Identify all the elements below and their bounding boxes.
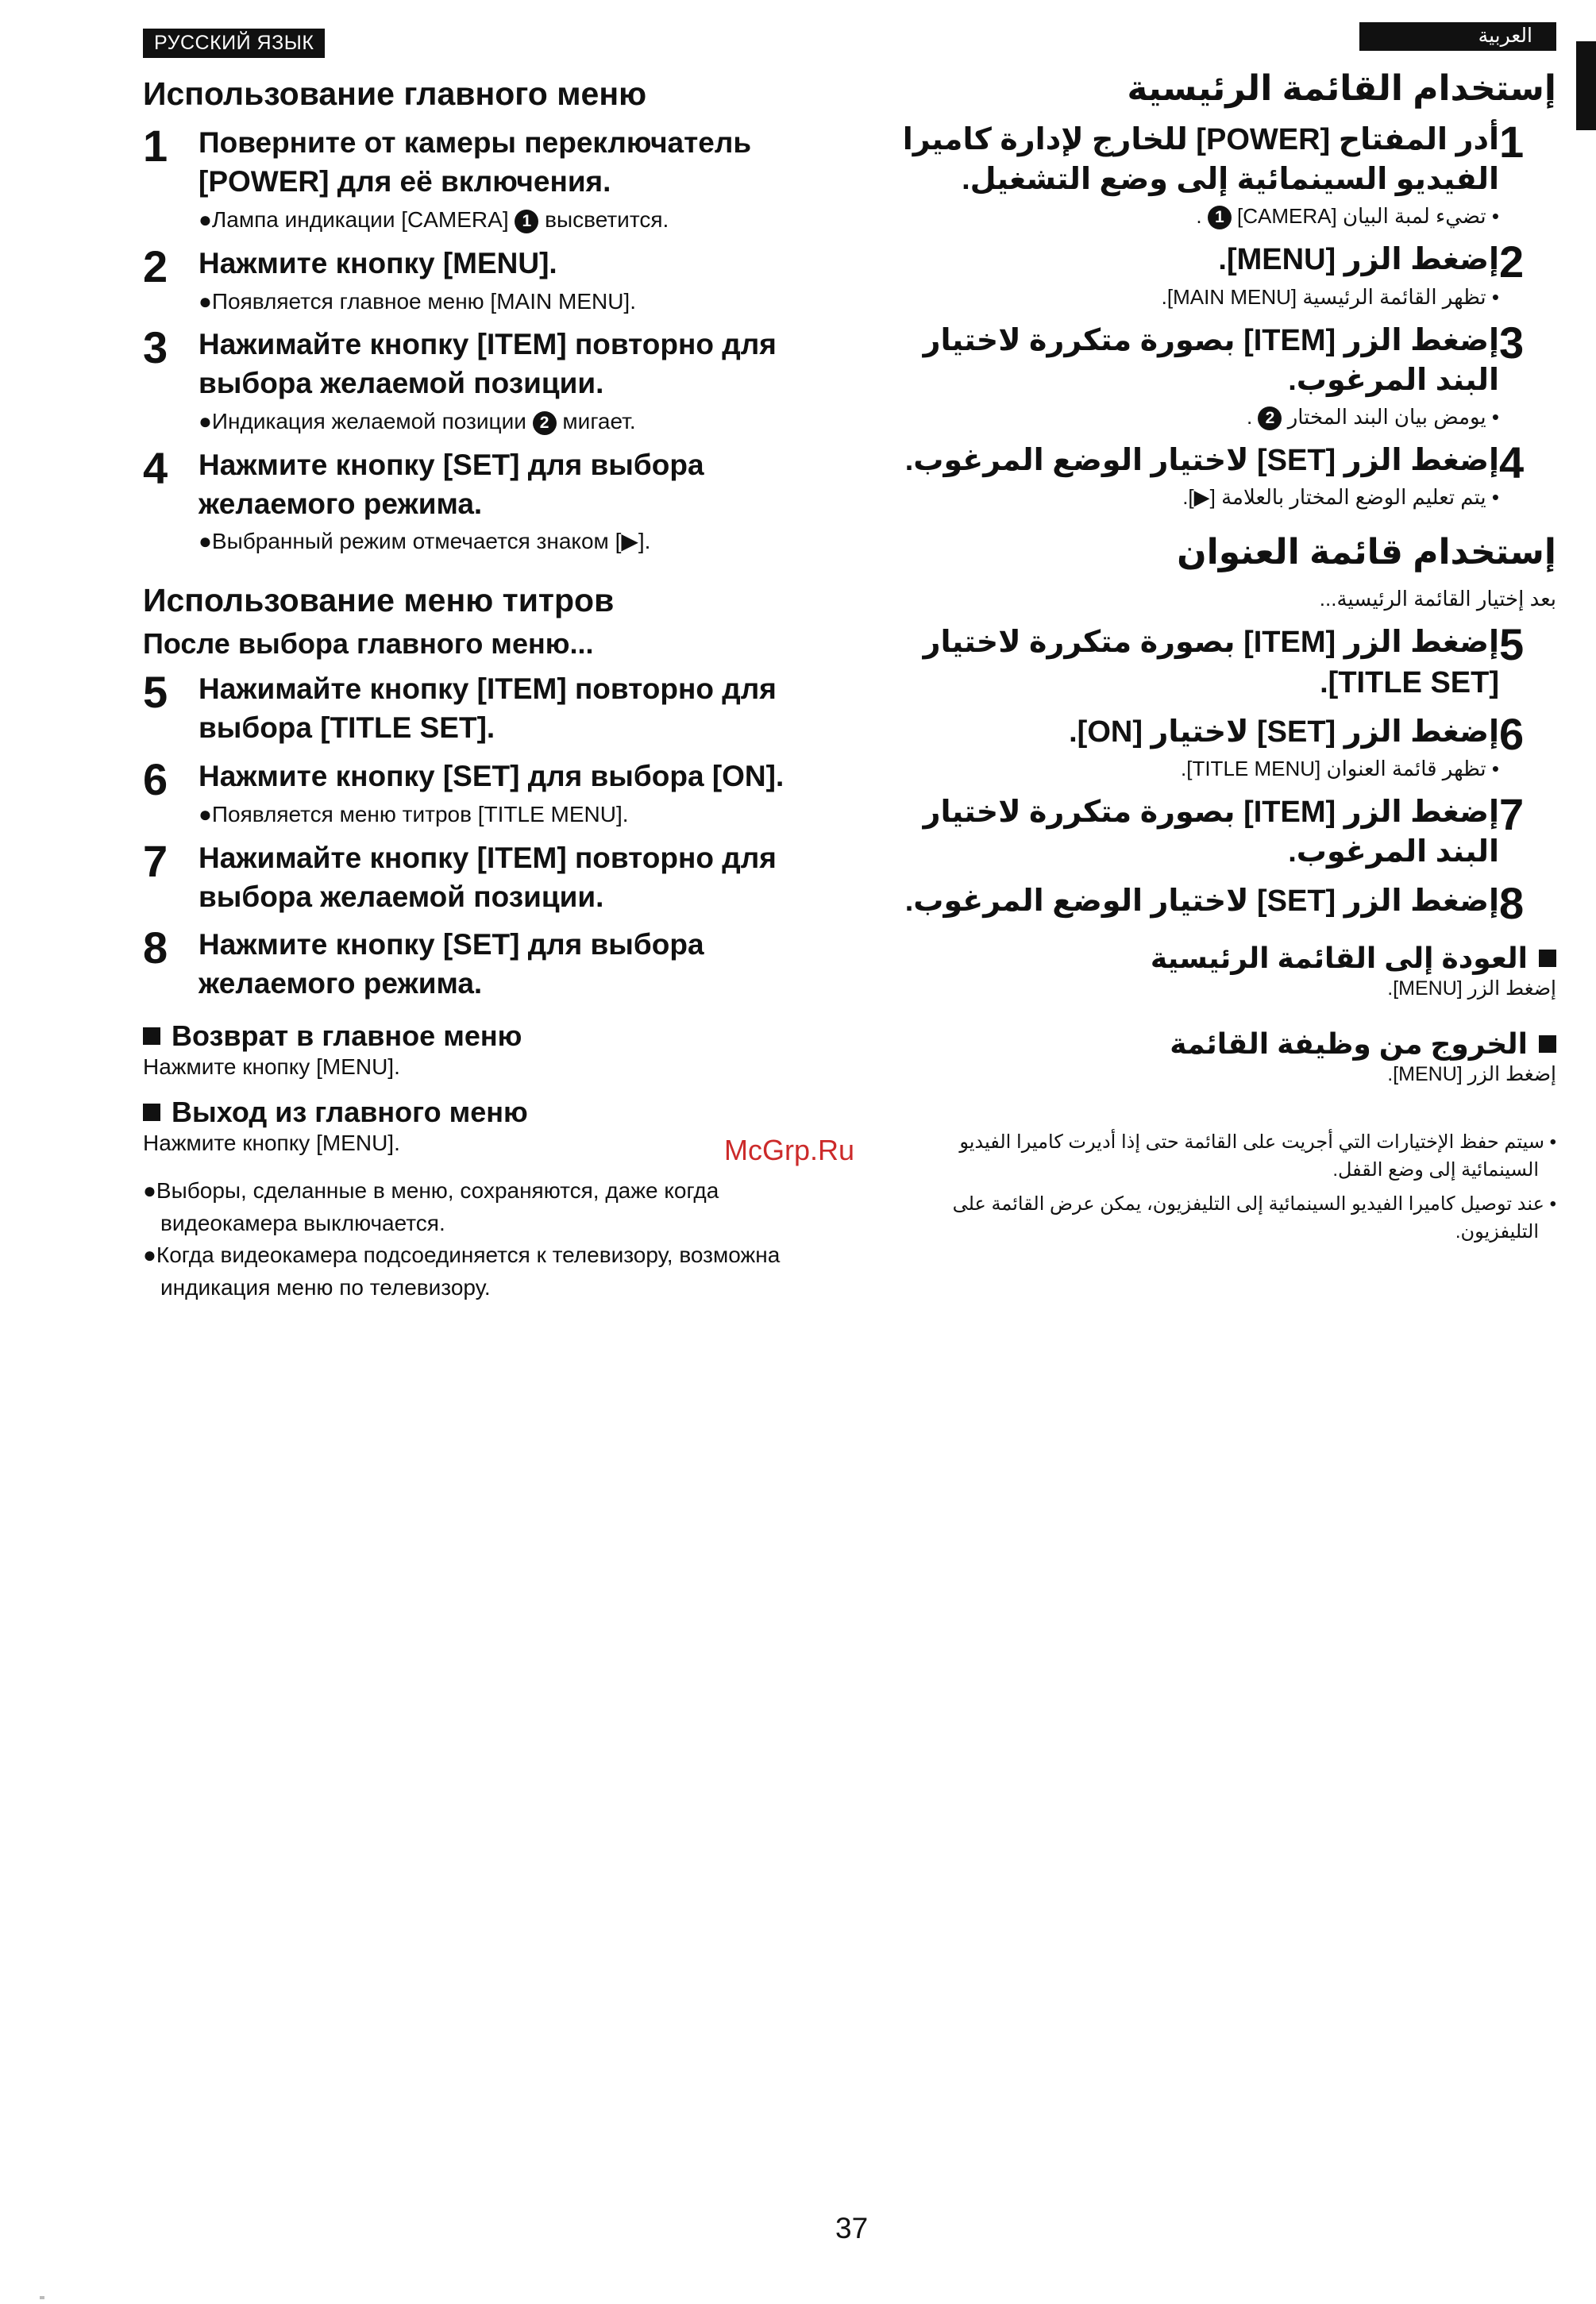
step-8: [143, 923, 826, 1004]
step-number: 5: [143, 667, 168, 718]
step-number: 3: [143, 322, 168, 373]
step-text: Нажимайте кнопку [ITEM] повторно для выбора [TITLE SET].: [199, 672, 777, 745]
step-1: [143, 121, 826, 234]
return-heading-ar: العودة إلى القائمة الرئيسية: [897, 942, 1556, 975]
section-title-title-menu-ar: إستخدام قائمة العنوان: [1177, 533, 1556, 572]
note-bullet: ●Выборы, сделанные в меню, сохраняются, даже когда видеокамера выключается.: [143, 1178, 719, 1235]
step-number: 2: [1499, 237, 1525, 287]
step-number: 8: [1499, 878, 1525, 929]
scan-artifact: [40, 2296, 44, 2299]
step-6-ar: [897, 708, 1556, 783]
step-4: [143, 442, 826, 557]
step-number: 4: [143, 442, 168, 493]
step-2-ar: [897, 237, 1556, 310]
page-edge-tab: [1576, 41, 1596, 130]
step-note: • تظهر قائمة العنوان [TITLE MENU].: [1181, 756, 1499, 780]
arabic-column: [897, 22, 1556, 1246]
section-subtitle: بعد إختيار القائمة الرئيسية...: [1319, 587, 1556, 611]
exit-note: Нажмите кнопку [MENU].: [143, 1131, 400, 1156]
step-text: Нажмите кнопку [SET] для выбора желаемого режима.: [199, 928, 704, 1000]
step-note: • يومض بيان البند المختار 2 .: [897, 403, 1499, 431]
return-note-ar: إضغط الزر [MENU].: [1387, 977, 1556, 1000]
step-7-ar: [897, 788, 1556, 872]
step-text: Нажмите кнопку [SET] для выбора желаемого режима.: [199, 448, 704, 520]
page-number: 37: [835, 2212, 869, 2244]
step-text: إضغط الزر [SET] لاختيار الوضع المرغوب.: [904, 884, 1499, 919]
russian-column: [143, 29, 826, 1304]
step-5-ar: [897, 619, 1556, 702]
step-text: Нажмите кнопку [SET] для выбора [ON].: [199, 760, 785, 793]
notes-list: [143, 1175, 826, 1304]
step-3: [143, 322, 826, 436]
step-number: 8: [143, 923, 168, 973]
step-number: 4: [1499, 437, 1525, 488]
step-text: Нажмите кнопку [MENU].: [199, 246, 557, 279]
callout-2-icon: 2: [533, 411, 557, 435]
step-4-ar: [897, 437, 1556, 511]
step-text: Поверните от камеры переключатель [POWER] для её включения.: [199, 126, 752, 198]
callout-1-icon: 1: [515, 210, 538, 233]
step-note: ●Появляется меню титров [TITLE MENU].: [199, 801, 629, 826]
return-heading: Возврат в главное меню: [143, 1019, 826, 1053]
exit-heading-ar: الخروج من وظيفة القائمة: [897, 1027, 1556, 1061]
step-6: [143, 754, 826, 830]
square-bullet-icon: [1539, 950, 1556, 967]
step-3-ar: [897, 317, 1556, 431]
step-number: 5: [1499, 619, 1525, 670]
note-bullet: ●Когда видеокамера подсоединяется к телевизору, возможна индикация меню по телевизору.: [143, 1243, 781, 1300]
step-text: إضغط الزر [MENU].: [1218, 243, 1499, 277]
section-title-main-menu: Использование главного меню: [143, 75, 647, 112]
note-bullet: • سيتم حفظ الإختيارات التي أجريت على القائمة حتى إذا أديرت كاميرا الفيديو السينمائية إلى وضع القفل.: [959, 1131, 1556, 1181]
watermark: McGrp.Ru: [724, 1134, 855, 1166]
callout-1-icon: 1: [1208, 206, 1232, 229]
square-bullet-icon: [143, 1104, 160, 1121]
step-note: ●Индикация желаемой позиции 2 мигает.: [199, 408, 636, 433]
step-5: [143, 667, 826, 748]
step-note: • تظهر القائمة الرئيسية [MAIN MENU].: [1161, 284, 1499, 309]
step-text: إضغط الزر [SET] لاختيار الوضع المرغوب.: [904, 444, 1499, 478]
step-text: Нажимайте кнопку [ITEM] повторно для выбора желаемой позиции.: [199, 841, 777, 913]
step-note: • تضيء لمبة البيان [CAMERA] 1 .: [897, 202, 1499, 230]
step-2: [143, 241, 826, 317]
step-number: 7: [1499, 788, 1525, 839]
step-number: 3: [1499, 317, 1525, 368]
step-text: إضغط الزر [ITEM] بصورة متكررة لاختيار البند المرغوب.: [923, 323, 1499, 397]
exit-note-ar: إضغط الزر [MENU].: [1387, 1063, 1556, 1086]
return-note: Нажмите кнопку [MENU].: [143, 1054, 400, 1080]
callout-2-icon: 2: [1258, 406, 1282, 430]
notes-list-ar: [897, 1129, 1556, 1246]
step-note: ●Появляется главное меню [MAIN MENU].: [199, 288, 636, 314]
square-bullet-icon: [143, 1027, 160, 1045]
step-number: 6: [1499, 708, 1525, 759]
step-number: 2: [143, 241, 168, 291]
step-note: ●Выбранный режим отмечается знаком [▶].: [199, 529, 651, 554]
step-number: 7: [143, 835, 168, 886]
step-number: 1: [1499, 117, 1525, 167]
step-number: 6: [143, 754, 168, 805]
step-text: Нажимайте кнопку [ITEM] повторно для выбора желаемой позиции.: [199, 328, 777, 400]
step-text: إضغط الزر [ITEM] بصورة متكررة لاختيار البند المرغوب.: [923, 795, 1499, 869]
step-number: 1: [143, 121, 168, 171]
section-title-title-menu: Использование меню титров: [143, 582, 615, 619]
step-note: ●Лампа индикации [CAMERA] 1 высветится.: [199, 206, 669, 232]
step-7: [143, 835, 826, 917]
section-title-main-menu-ar: إستخدام القائمة الرئيسية: [1127, 69, 1556, 108]
step-text: إضغط الزر [ITEM] بصورة متكررة لاختيار [TITLE SET].: [923, 626, 1499, 699]
square-bullet-icon: [1539, 1035, 1556, 1053]
language-tab-russian: РУССКИЙ ЯЗЫК: [143, 29, 325, 58]
step-1-ar: [897, 117, 1556, 230]
language-tab-arabic: العربية: [1359, 22, 1556, 51]
note-bullet: • عند توصيل كاميرا الفيديو السينمائية إلى التليفزيون، يمكن عرض القائمة على التليفزيون.: [952, 1192, 1556, 1243]
section-subtitle: После выбора главного меню...: [143, 627, 594, 661]
step-8-ar: [897, 878, 1556, 929]
exit-heading: Выход из главного меню: [143, 1096, 826, 1129]
step-text: إضغط الزر [SET] لاختيار [ON].: [1069, 715, 1499, 749]
step-text: أدر المفتاح [POWER] للخارج لإدارة كاميرا الفيديو السينمائية إلى وضع التشغيل.: [902, 123, 1499, 197]
step-note: • يتم تعليم الوضع المختار بالعلامة [▶].: [1182, 485, 1499, 510]
